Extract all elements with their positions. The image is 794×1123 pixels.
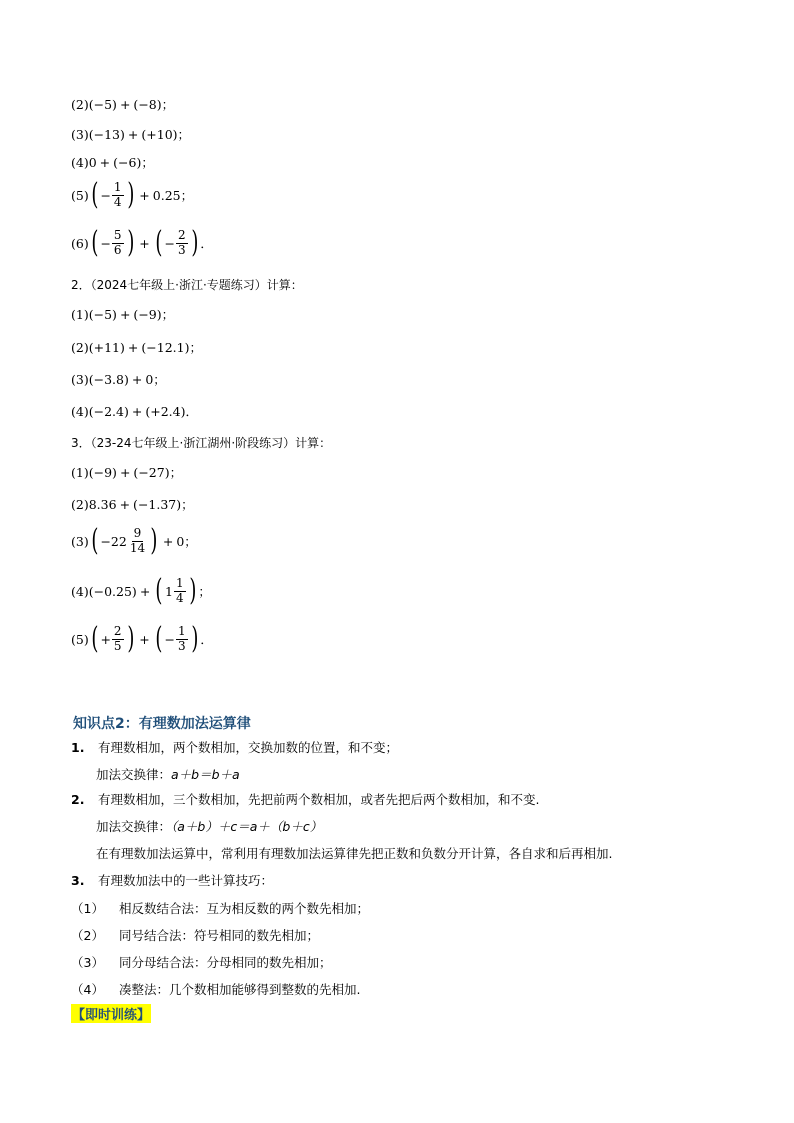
q3-item-5: (5) ( + $\frac{2}{5}$ ) + ( − $\frac{1}{3}$ ) ． [71, 621, 213, 656]
q3-item-4: (4) ( −0.25 ) + ( 1 $\frac{1}{4}$ ) ； [71, 573, 211, 608]
q2-header: 2．（2024七年级上·浙江·专题练习）计算： [71, 278, 303, 292]
q3-item-3: (3) ( −22 $\frac{9}{14}$ ) + 0 ； [71, 523, 197, 558]
tip-2: （2） 同号结合法：符号相同的数先相加； [71, 928, 320, 943]
q2-item-1: (1) ( −5 ) + ( −9 ) ； [71, 306, 175, 322]
q1-item-2: (2) ( −5 ) + ( −8 ) ； [71, 96, 175, 112]
q3-header: 3．（23-24七年级上·浙江湖州·阶段练习）计算： [71, 436, 332, 450]
q1-item-4: (4) 0 + ( −6 ) ； [71, 154, 154, 170]
q1-item-6: (6) ( − $\frac{5}{6}$ ) + ( − $\frac{2}{3}$ ) ． [71, 225, 213, 260]
q2-item-3: (3) ( −3.8 ) + 0 ； [71, 371, 166, 387]
q2-item-2: (2) ( +11 ) + ( −12.1 ) ； [71, 339, 202, 355]
tip-3: （3） 同分母结合法：分母相同的数先相加； [71, 955, 332, 970]
tip-4: （4） 凑整法：几个数相加能够得到整数的先相加. [71, 982, 361, 997]
section-heading: 知识点2：有理数加法运算律 [73, 716, 251, 732]
q3-item-1: (1) ( −9 ) + ( −27 ) ； [71, 464, 183, 480]
associative-law: 加法交换律：（a＋b）＋c＝a＋（b＋c） [96, 819, 323, 834]
q3-item-2: (2) 8.36 + ( −1.37 ) ； [71, 496, 194, 512]
tip-1: （1） 相反数结合法：互为相反数的两个数先相加； [71, 901, 370, 916]
point-1: 1. 有理数相加，两个数相加，交换加数的位置，和不变； [71, 740, 399, 755]
fraction: $\frac{1}{4}$ [175, 576, 184, 605]
instant-training-label: 【即时训练】 [71, 1004, 151, 1023]
fraction: $\frac{9}{14}$ [129, 526, 146, 555]
law-note: 在有理数加法运算中，常利用有理数加法运算律先把正数和负数分开计算，各自求和后再相加. [96, 846, 613, 861]
fraction: $\frac{2}{3}$ [177, 228, 186, 257]
fraction: $\frac{1}{4}$ [113, 180, 122, 209]
point-3: 3. 有理数加法中的一些计算技巧： [71, 873, 274, 888]
q2-item-4: (4) ( −2.4 ) + ( +2.4 ) ． [71, 403, 198, 419]
fraction: $\frac{5}{6}$ [113, 228, 122, 257]
commutative-law: 加法交换律：a＋b＝b＋a [96, 767, 240, 782]
fraction: $\frac{2}{5}$ [113, 624, 122, 653]
q1-item-5: (5) ( − $\frac{1}{4}$ ) + 0.25 ； [71, 177, 194, 212]
fraction: $\frac{1}{3}$ [177, 624, 186, 653]
q1-item-3: (3) ( −13 ) + ( +10 ) ； [71, 126, 191, 142]
point-2: 2. 有理数相加，三个数相加，先把前两个数相加，或者先把后两个数相加，和不变. [71, 792, 540, 807]
